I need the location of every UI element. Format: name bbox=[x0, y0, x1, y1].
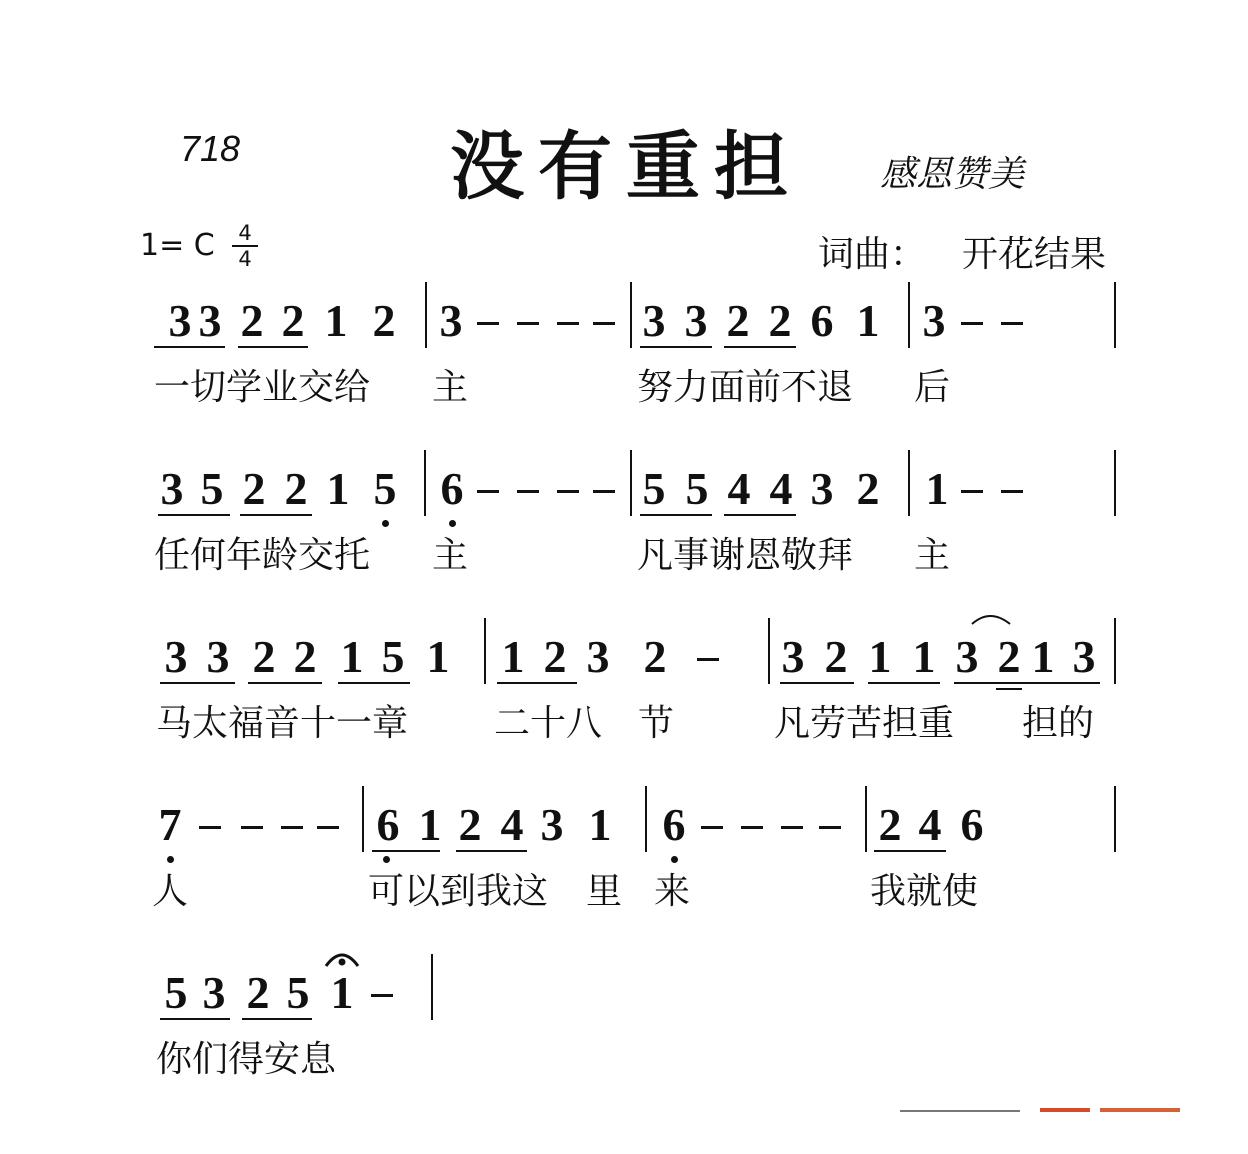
note: 3 bbox=[684, 295, 708, 346]
note: 2 bbox=[768, 295, 792, 346]
time-signature-top: 4 bbox=[238, 221, 252, 245]
note: 3 bbox=[955, 631, 979, 682]
note: 5 bbox=[685, 463, 709, 514]
note: 2 bbox=[458, 799, 482, 850]
note: 3 bbox=[202, 967, 226, 1018]
key-signature: 1= C bbox=[140, 228, 215, 263]
lyric-segment: 后 bbox=[914, 367, 951, 408]
lyric-segment: 二十八 bbox=[494, 703, 603, 744]
note: 1 bbox=[856, 295, 880, 346]
note: 2 bbox=[240, 295, 264, 346]
note: 5 bbox=[381, 631, 405, 682]
note: 5 bbox=[200, 463, 224, 514]
note: 3 bbox=[586, 631, 610, 682]
note: 6 bbox=[376, 799, 400, 850]
note: 1 bbox=[925, 463, 949, 514]
note: 1 bbox=[588, 799, 612, 850]
lyric-segment: 凡事谢恩敬拜 bbox=[637, 535, 854, 576]
time-signature-bottom: 4 bbox=[238, 247, 252, 271]
note: 2 bbox=[281, 295, 305, 346]
lyric-segment: 一切学业交给 bbox=[154, 367, 371, 408]
note: 2 bbox=[997, 631, 1021, 682]
note: 2 bbox=[246, 967, 270, 1018]
lyric-segment: 人 bbox=[152, 871, 189, 912]
note: 5 bbox=[164, 967, 188, 1018]
note: 2 bbox=[252, 631, 276, 682]
note: 6 bbox=[960, 799, 984, 850]
lyric-segment: 任何年龄交托 bbox=[154, 535, 371, 576]
note: 1 bbox=[418, 799, 442, 850]
note: 4 bbox=[727, 463, 751, 514]
note: 1 bbox=[330, 967, 354, 1018]
note: 2 bbox=[824, 631, 848, 682]
footer-watermark bbox=[900, 1106, 1180, 1114]
lyric-segment: 节 bbox=[638, 703, 675, 744]
lyric-segment: 马太福音十一章 bbox=[156, 703, 409, 744]
note: 1 bbox=[426, 631, 450, 682]
lyric-segment: 我就使 bbox=[870, 871, 979, 912]
note: 4 bbox=[918, 799, 942, 850]
credits-label: 词曲： bbox=[818, 234, 927, 275]
note: 1 bbox=[868, 631, 892, 682]
lyric-segment: 你们得安息 bbox=[156, 1039, 337, 1080]
note: 3 bbox=[168, 295, 192, 346]
note: 3 bbox=[206, 631, 230, 682]
note: 3 bbox=[1072, 631, 1096, 682]
note: 2 bbox=[726, 295, 750, 346]
note: 3 bbox=[922, 295, 946, 346]
note: 1 bbox=[326, 463, 350, 514]
note: 2 bbox=[242, 463, 266, 514]
note: 2 bbox=[856, 463, 880, 514]
note: 1 bbox=[324, 295, 348, 346]
note: 2 bbox=[878, 799, 902, 850]
lyric-segment: 主 bbox=[914, 535, 951, 576]
note: 5 bbox=[286, 967, 310, 1018]
note: 7 bbox=[158, 799, 182, 850]
song-title: 没有重担 bbox=[450, 124, 802, 210]
note: 1 bbox=[501, 631, 525, 682]
note: 1 bbox=[340, 631, 364, 682]
note: 6 bbox=[810, 295, 834, 346]
collection-name: 感恩赞美 bbox=[880, 154, 1025, 195]
note: 1 bbox=[912, 631, 936, 682]
note: 3 bbox=[439, 295, 463, 346]
note: 3 bbox=[781, 631, 805, 682]
note: 3 bbox=[198, 295, 222, 346]
note: 3 bbox=[540, 799, 564, 850]
lyric-segment: 担的 bbox=[1022, 703, 1095, 744]
hymn-number: 718 bbox=[180, 128, 241, 169]
lyric-segment: 来 bbox=[654, 871, 691, 912]
lyric-segment: 可以到我这 bbox=[368, 871, 549, 912]
note: 2 bbox=[543, 631, 567, 682]
note: 4 bbox=[500, 799, 524, 850]
note: 2 bbox=[293, 631, 317, 682]
note: 3 bbox=[810, 463, 834, 514]
note: 6 bbox=[440, 463, 464, 514]
note: 1 bbox=[1031, 631, 1055, 682]
note: 5 bbox=[373, 463, 397, 514]
note: 4 bbox=[769, 463, 793, 514]
lyric-segment: 努力面前不退 bbox=[637, 367, 854, 408]
note: 3 bbox=[160, 463, 184, 514]
note: 3 bbox=[164, 631, 188, 682]
credits-author: 开花结果 bbox=[962, 234, 1107, 275]
lyric-segment: 凡劳苦担重 bbox=[774, 703, 955, 744]
note: 5 bbox=[642, 463, 666, 514]
note: 6 bbox=[662, 799, 686, 850]
lyric-segment: 主 bbox=[432, 367, 469, 408]
note: 3 bbox=[642, 295, 666, 346]
fermata-dot bbox=[339, 959, 346, 966]
note: 2 bbox=[284, 463, 308, 514]
note: 2 bbox=[372, 295, 396, 346]
lyric-segment: 主 bbox=[432, 535, 469, 576]
slur-mark bbox=[972, 616, 1010, 624]
lyric-segment: 里 bbox=[586, 871, 623, 912]
note: 2 bbox=[643, 631, 667, 682]
